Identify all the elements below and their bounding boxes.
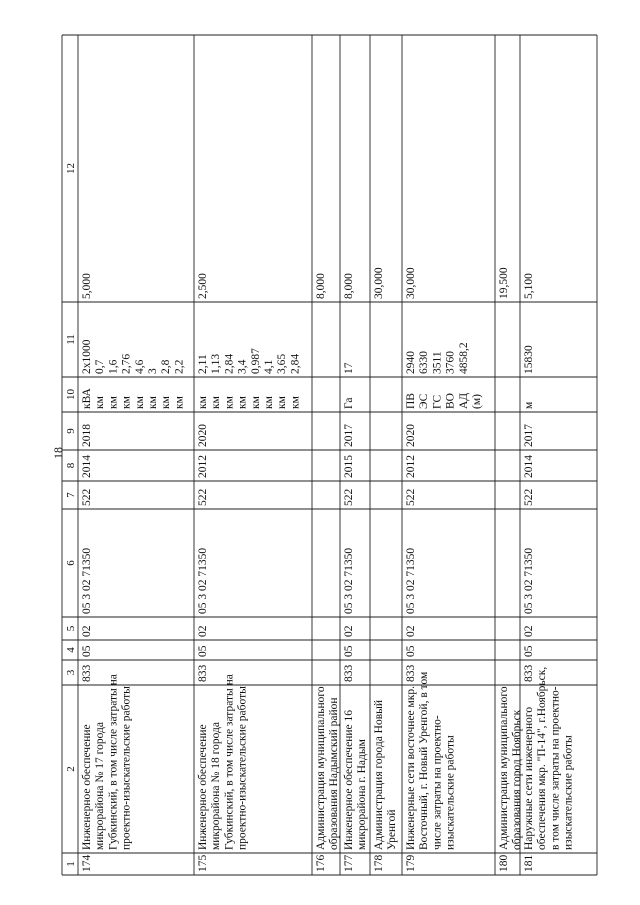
row-number: 180 (498, 854, 510, 872)
row-name-line: Администрация муниципального (315, 686, 327, 850)
column-header-8: 8 (65, 462, 77, 469)
measure-value: 3,65 (276, 353, 289, 374)
measure-value: 3511 (431, 351, 444, 374)
cell-col-8: 2012 (405, 455, 417, 478)
column-header-7: 7 (65, 492, 77, 498)
row-name-line: Инженерное обеспечение (81, 724, 93, 850)
cell-col-6: 05 3 02 71350 (343, 547, 355, 614)
row-name-line: Администрация города Новый (373, 699, 385, 850)
unit-value: км (94, 396, 107, 409)
unit-value: км (276, 396, 289, 409)
cell-col-5: 02 (197, 625, 209, 637)
unit-value: Га (343, 397, 355, 409)
cell-col-9: 2018 (81, 424, 93, 447)
unit-value: км (120, 396, 133, 409)
cell-col-4: 05 (197, 645, 209, 657)
cell-col-8: 2014 (523, 455, 535, 478)
unit-value: км (160, 396, 173, 409)
cell-col-4: 05 (405, 645, 417, 657)
column-header-1: 1 (65, 861, 77, 867)
cell-col-3: 833 (523, 664, 535, 682)
amount-value: 2,500 (197, 273, 209, 299)
row-name-line: Губкинский, в том числе затраты на (107, 674, 120, 850)
measure-value: 3760 (444, 351, 457, 374)
row-name-line: Губкинский, в том числе затраты на (223, 674, 236, 850)
measure-value: 2,84 (223, 353, 236, 374)
row-name-line: Восточный, г. Новый Уренгой, в том (418, 671, 431, 850)
rotated-table (51, 35, 597, 875)
cell-col-7: 522 (405, 488, 417, 506)
measure-value: 4,6 (133, 359, 146, 374)
unit-value: (м) (471, 394, 483, 409)
cell-col-3: 833 (81, 664, 93, 682)
amount-value: 5,100 (523, 273, 535, 299)
row-name-line: проектно-изыскательские работы (236, 686, 249, 850)
row-name-line: числе затраты на проектно- (431, 715, 444, 850)
row-name-line: Инженерное обеспечение (197, 724, 209, 850)
unit-value: кВА (81, 388, 93, 409)
row-number: 179 (405, 854, 417, 872)
row-number: 178 (373, 854, 385, 872)
row-name-line: микрорайона № 17 города (94, 722, 107, 850)
column-header-5: 5 (65, 625, 77, 632)
row-name-line: Уренгой (386, 809, 399, 850)
cell-col-3: 833 (197, 664, 209, 682)
row-number: 174 (81, 854, 93, 872)
unit-value: м (523, 401, 535, 409)
unit-value: км (223, 396, 236, 409)
cell-col-5: 02 (81, 625, 93, 637)
cell-col-7: 522 (81, 488, 93, 506)
column-header-2: 2 (65, 766, 77, 772)
measure-value: 2,84 (289, 353, 302, 374)
row-name-line: изыскательские работы (444, 735, 457, 850)
cell-col-9: 2020 (405, 424, 417, 447)
unit-value: ПВ (405, 393, 417, 409)
amount-value: 8,000 (315, 273, 327, 299)
cell-col-4: 05 (523, 645, 535, 657)
column-header-9: 9 (65, 428, 77, 434)
amount-value: 5,000 (81, 273, 93, 299)
cell-col-3: 833 (343, 664, 355, 682)
measure-value: 0,7 (94, 359, 107, 374)
cell-col-6: 05 3 02 71350 (81, 547, 93, 614)
cell-col-4: 05 (343, 645, 355, 657)
cell-col-6: 05 3 02 71350 (405, 547, 417, 614)
cell-col-4: 05 (81, 645, 93, 657)
measure-value: 2,11 (197, 354, 209, 374)
unit-value: АД (457, 392, 470, 409)
row-name-line: микрорайона г. Надым (356, 739, 369, 850)
column-header-4: 4 (65, 647, 77, 653)
row-name-line: образования город Ноябрьск (511, 709, 524, 850)
unit-value: км (197, 396, 209, 409)
row-number: 181 (523, 854, 535, 872)
unit-value: ГС (431, 394, 444, 409)
row-name-line: изыскательские работы (562, 735, 575, 850)
measure-value: 3 (147, 368, 159, 374)
unit-value: км (236, 396, 249, 409)
cell-col-5: 02 (405, 625, 417, 637)
unit-value: ЭС (418, 393, 431, 409)
measure-value: 3,4 (236, 359, 249, 374)
unit-value: км (210, 396, 223, 409)
unit-value: км (249, 396, 262, 409)
measure-value: 6330 (418, 351, 431, 374)
measure-value: 2х1000 (81, 339, 93, 374)
measure-value: 1,6 (107, 359, 120, 374)
unit-value: ВО (444, 393, 457, 409)
row-name-line: проектно-изыскательские работы (120, 686, 133, 850)
row-name-line: образования Надымский район (328, 697, 341, 850)
measure-value: 4858,2 (457, 342, 470, 374)
row-name-line: в том числе затраты на проектно- (549, 686, 562, 850)
amount-value: 8,000 (343, 273, 355, 299)
cell-col-7: 522 (343, 488, 355, 506)
measure-value: 17 (343, 362, 355, 374)
table-cells (65, 163, 575, 872)
unit-value: км (289, 396, 302, 409)
cell-col-9: 2020 (197, 424, 209, 447)
row-name-line: микрорайона № 18 города (210, 722, 223, 850)
column-header-3: 3 (65, 669, 77, 676)
column-header-10: 10 (65, 389, 77, 400)
measure-value: 2940 (405, 351, 417, 374)
unit-value: км (173, 396, 186, 409)
page-number: 18 (51, 447, 65, 459)
row-name-line: Администрация муниципального (498, 686, 510, 850)
measure-value: 1,13 (210, 353, 223, 374)
unit-value: км (147, 396, 159, 409)
amount-value: 19,500 (498, 267, 510, 299)
measure-value: 2,76 (120, 353, 133, 374)
unit-value: км (263, 396, 275, 409)
measure-value: 2,8 (160, 359, 173, 374)
row-number: 176 (315, 854, 327, 872)
cell-col-8: 2012 (197, 455, 209, 478)
unit-value: км (107, 396, 120, 409)
row-number: 177 (343, 854, 355, 872)
cell-col-9: 2017 (523, 424, 535, 447)
cell-col-8: 2014 (81, 455, 93, 478)
cell-col-6: 05 3 02 71350 (197, 547, 209, 614)
column-header-6: 6 (65, 560, 77, 566)
row-number: 175 (197, 854, 209, 872)
measure-value: 4,1 (263, 359, 275, 374)
cell-col-5: 02 (343, 625, 355, 637)
cell-col-6: 05 3 02 71350 (523, 547, 535, 614)
row-name-line: Наружные сети инженерного (523, 706, 535, 850)
cell-col-5: 02 (523, 625, 535, 637)
amount-value: 30,000 (373, 267, 385, 299)
row-name-line: Инженерное обеспечение 16 (343, 710, 355, 850)
unit-value: км (133, 396, 146, 409)
column-header-11: 11 (65, 334, 77, 345)
measure-value: 2,2 (173, 359, 186, 374)
cell-col-3: 833 (405, 664, 417, 682)
measure-value: 0,987 (249, 348, 262, 374)
amount-value: 30,000 (405, 267, 417, 299)
cell-col-8: 2015 (343, 455, 355, 478)
cell-col-9: 2017 (343, 424, 355, 447)
column-header-12: 12 (65, 163, 77, 174)
measure-value: 15830 (523, 345, 535, 374)
cell-col-7: 522 (197, 488, 209, 506)
row-name-line: обеспечения мкр. "П-14", г.Ноябрьск, (536, 666, 549, 850)
cell-col-7: 522 (523, 488, 535, 506)
row-name-line: Инженерные сети восточнее мкр. (405, 686, 417, 850)
